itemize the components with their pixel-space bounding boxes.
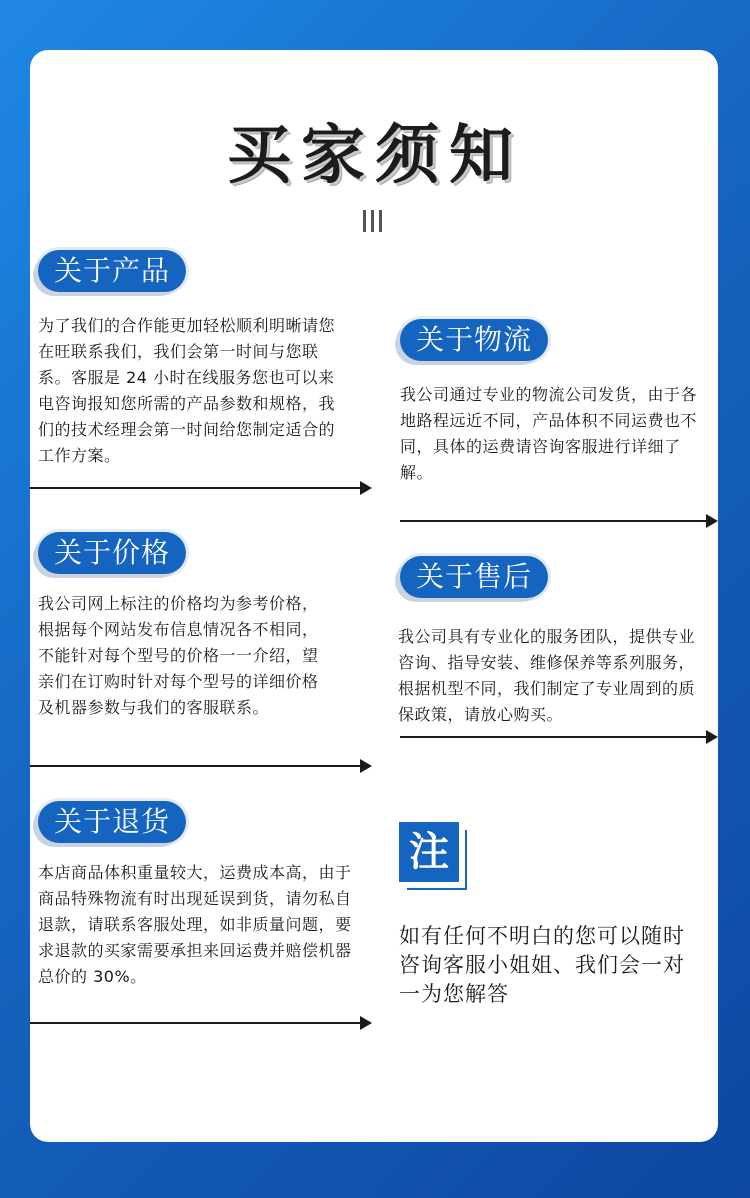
aftersales-heading: 关于售后 [400, 556, 548, 598]
divider-bar [379, 210, 382, 232]
price-text: 我公司网上标注的价格均为参考价格，根据每个网站发布信息情况各不相同，不能针对每个型号的价格一一介绍，望亲们在订购时针对每个型号的详细价格及机器参数与我们的客服联系。 [38, 594, 319, 717]
page-title: 买家须知 [227, 119, 523, 193]
aftersales-text: 我公司具有专业化的服务团队，提供专业咨询、指导安装、维修保养等系列服务，根据机型不同，我们制定了专业周到的质保政策，请放心购买。 [398, 627, 696, 724]
aftersales-arrow [400, 736, 716, 738]
divider-bar [363, 210, 366, 232]
divider-bar [371, 210, 374, 232]
returns-text: 本店商品体积重量较大，运费成本高，由于商品特殊物流有时出现延误到货，请勿私自退款，请联系客服处理，如非质量问题，要求退款的买家需要承担来回运费并赔偿机器总价的 30%。 [38, 863, 352, 986]
product-heading: 关于产品 [38, 250, 186, 292]
returns-heading: 关于退货 [38, 801, 186, 843]
note-text: 如有任何不明白的您可以随时咨询客服小姐姐、我们会一对一为您解答 [399, 924, 685, 1006]
logistics-arrow [400, 520, 716, 522]
product-arrow [30, 487, 370, 489]
price-arrow [30, 765, 370, 767]
logistics-heading: 关于物流 [400, 319, 548, 361]
logistics-text: 我公司通过专业的物流公司发货，由于各地路程远近不同，产品体积不同运费也不同，具体的运费请咨询客服进行详细了解。 [400, 385, 698, 482]
price-heading: 关于价格 [38, 532, 186, 574]
product-text: 为了我们的合作能更加轻松顺利明晰请您在旺联系我们，我们会第一时间与您联系。客服是 24 小时在线服务您也可以来电咨询报知您所需的产品参数和规格，我们的技术经理会第一时间给您制定适合的工作方案。 [38, 316, 336, 465]
returns-arrow [30, 1022, 370, 1024]
note-badge: 注 [399, 822, 459, 882]
title-divider [363, 210, 391, 232]
